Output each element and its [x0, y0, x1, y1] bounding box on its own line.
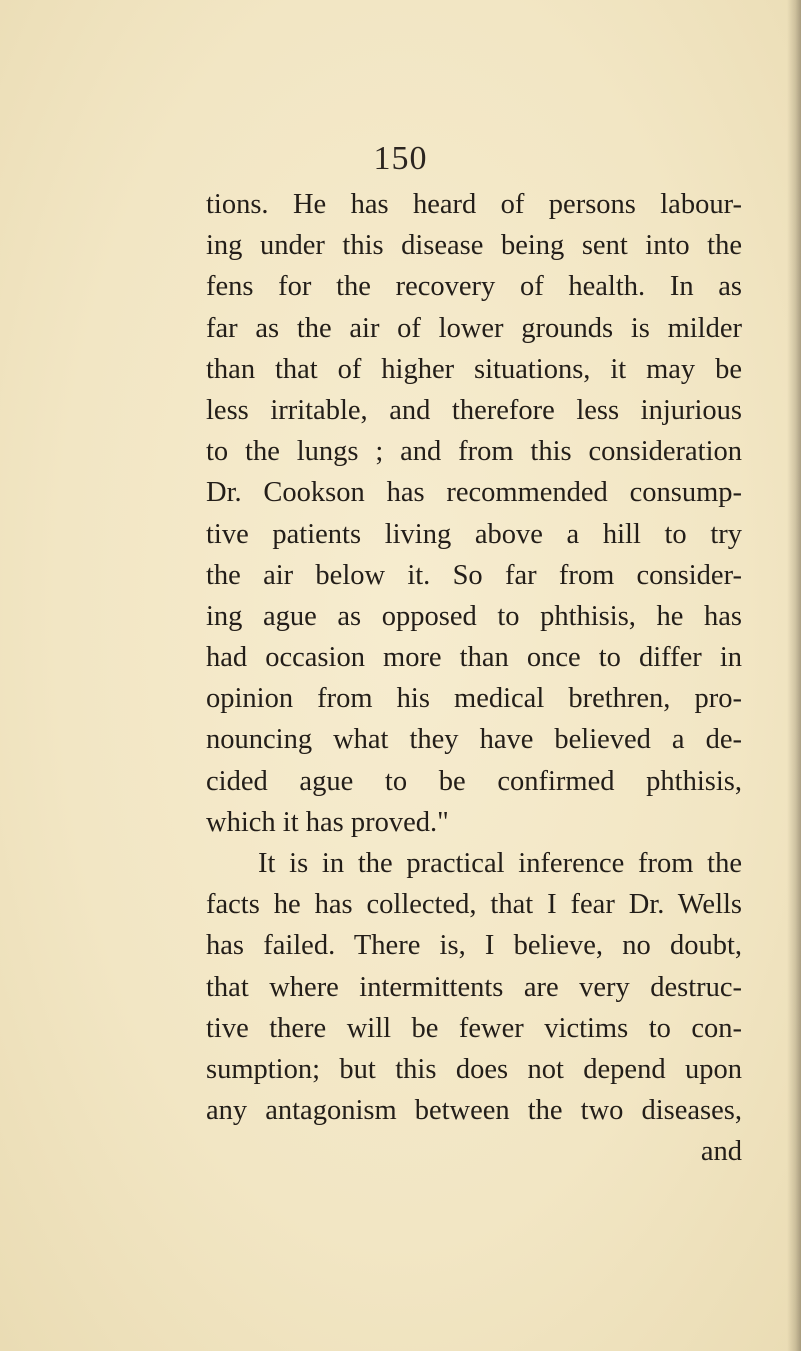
text-line: less irritable, and therefore less injurious — [206, 394, 742, 426]
text-line: opinion from his medical brethren, pro- — [206, 683, 742, 715]
text-line: tive there will be fewer victims to con- — [206, 1012, 742, 1044]
text-line: nouncing what they have believed a de- — [206, 724, 742, 756]
text-line: to the lungs ; and from this consideration — [206, 436, 742, 468]
catchword: and — [700, 1136, 742, 1168]
text-line: ing ague as opposed to phthisis, he has — [206, 600, 742, 632]
text-line: cided ague to be confirmed phthisis, — [206, 765, 742, 797]
text-line: tive patients living above a hill to try — [206, 518, 742, 550]
text-line: facts he has collected, that I fear Dr. Wells — [206, 889, 742, 921]
text-line: sumption; but this does not depend upon — [206, 1053, 742, 1085]
body-text — [206, 184, 742, 1173]
text-line: any antagonism between the two diseases, — [206, 1095, 742, 1127]
text-line: that where intermittents are very destruc- — [206, 971, 742, 1003]
text-line: tions. He has heard of persons labour- — [206, 189, 742, 220]
text-line: has failed. There is, I believe, no doubt, — [206, 930, 742, 962]
text-line: fens for the recovery of health. In as — [206, 271, 742, 303]
text-line: than that of higher situations, it may be — [206, 353, 742, 385]
text-line: It is in the practical inference from the — [258, 848, 742, 879]
text-line: the air below it. So far from consider- — [206, 559, 742, 591]
text-line: had occasion more than once to differ in — [206, 642, 742, 674]
text-line: which it has proved." — [206, 806, 449, 838]
text-line: ing under this disease being sent into the — [206, 230, 742, 262]
text-line: far as the air of lower grounds is milder — [206, 312, 742, 344]
page-number: 150 — [373, 140, 428, 177]
page-edge-shadow — [787, 0, 801, 1351]
text-line: Dr. Cookson has recommended consump- — [206, 477, 742, 509]
